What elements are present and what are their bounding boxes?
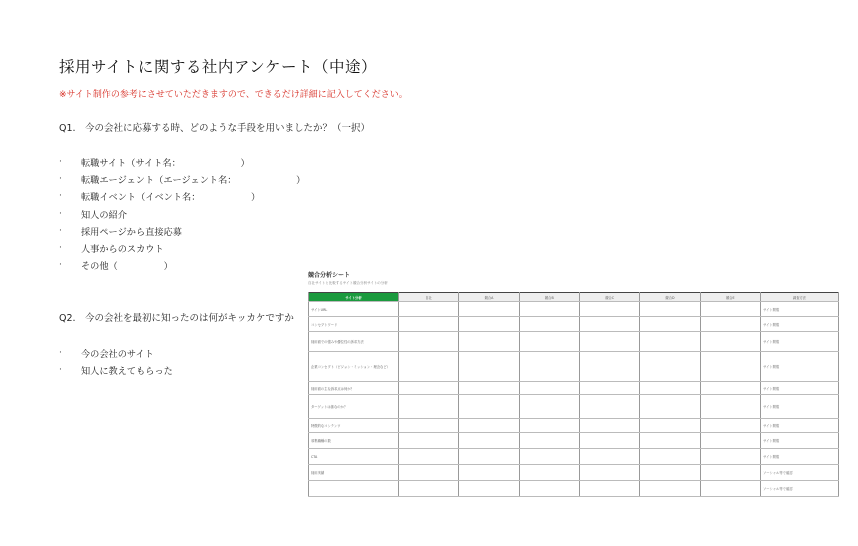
row-method: サイト閲覧 (761, 433, 839, 449)
row-label (309, 481, 399, 497)
row-label: 企業コンセプト（ビジョン・ミッション・理念など） (309, 352, 399, 382)
option-label: 知人の紹介 (81, 209, 127, 221)
column-header-method: 調査方法 (761, 293, 839, 302)
list-item (59, 170, 305, 187)
column-header: 競合E (700, 293, 760, 302)
instruction-note: ※サイト制作の参考にさせていただきますので、できるだけ詳細に記入してください。 (59, 90, 408, 100)
table-row (309, 317, 839, 332)
option-label: その他（ ） (81, 261, 173, 273)
row-method: サイト閲覧 (761, 352, 839, 382)
row-label: 採用面の主な訴求点は何か？ (309, 382, 399, 395)
bullet-icon: · (59, 347, 62, 358)
table-row (309, 433, 839, 449)
table-row (309, 332, 839, 352)
row-method: サイト閲覧 (761, 332, 839, 352)
option-label: 転職イベント（イベント名： ） (81, 192, 261, 204)
sheet-title: 競合分析シート (308, 272, 351, 279)
column-header: 自社 (399, 293, 459, 302)
row-label: 採用実績 (309, 465, 399, 481)
bullet-icon: · (59, 208, 62, 219)
row-method: サイト閲覧 (761, 382, 839, 395)
row-label: 募集職種の数 (309, 433, 399, 449)
option-label: 採用ページから直接応募 (81, 226, 182, 238)
question-2-options (59, 344, 173, 379)
row-label: ターゲットは誰なのか？ (309, 395, 399, 419)
row-method: サイト閲覧 (761, 302, 839, 317)
option-label: 転職エージェント（エージェント名： ） (81, 174, 306, 186)
option-label: 今の会社のサイト (81, 348, 154, 360)
question-1-options (59, 153, 305, 274)
row-label: コンセプトワード (309, 317, 399, 332)
table-row (309, 302, 839, 317)
row-label: 特徴的なコンテンツ (309, 419, 399, 433)
option-label: 転職サイト（サイト名： ） (81, 157, 250, 169)
question-1: Q1. 今の会社に応募する時、どのような手段を用いましたか？（一択） (59, 123, 371, 134)
list-item (59, 222, 305, 239)
column-header: 競合D (640, 293, 700, 302)
option-label: 人事からのスカウト (81, 244, 164, 256)
row-method: ソーシャル等で確認 (761, 481, 839, 497)
table-row (309, 449, 839, 465)
column-header-site-analysis: サイト分析 (309, 293, 399, 302)
list-item (59, 361, 173, 378)
list-item (59, 205, 305, 222)
option-label: 知人に教えてもらった (81, 365, 173, 377)
table-row (309, 382, 839, 395)
row-method: サイト閲覧 (761, 317, 839, 332)
bullet-icon: · (59, 156, 62, 167)
table-header-row (309, 293, 839, 302)
row-method: サイト閲覧 (761, 395, 839, 419)
sheet-subtitle: 自社サイトと比較するサイト競合分析サイトの分析 (308, 281, 388, 285)
row-method: サイト閲覧 (761, 419, 839, 433)
competitor-analysis-sheet (308, 270, 839, 491)
row-method: ソーシャル等で確認 (761, 465, 839, 481)
column-header: 競合C (579, 293, 639, 302)
table-row (309, 352, 839, 382)
table-row (309, 419, 839, 433)
question-2: Q2. 今の会社を最初に知ったのは何がキッカケですか (59, 313, 294, 324)
table-row (309, 465, 839, 481)
bullet-icon: · (59, 191, 62, 202)
list-item (59, 344, 173, 361)
list-item (59, 257, 305, 274)
list-item (59, 239, 305, 256)
row-label: サイトURL (309, 302, 399, 317)
row-method: サイト閲覧 (761, 449, 839, 465)
list-item (59, 188, 305, 205)
bullet-icon: · (59, 173, 62, 184)
analysis-table (308, 292, 839, 497)
bullet-icon: · (59, 243, 62, 254)
bullet-icon: · (59, 364, 62, 375)
bullet-icon: · (59, 260, 62, 271)
column-header: 競合B (519, 293, 579, 302)
column-header: 競合A (459, 293, 519, 302)
row-label: CTA (309, 449, 399, 465)
table-row (309, 481, 839, 497)
page-title: 採用サイトに関する社内アンケート（中途） (59, 58, 377, 76)
table-row (309, 395, 839, 419)
list-item (59, 153, 305, 170)
row-label: 採用面での強みや優位性の訴求方法 (309, 332, 399, 352)
bullet-icon: · (59, 225, 62, 236)
